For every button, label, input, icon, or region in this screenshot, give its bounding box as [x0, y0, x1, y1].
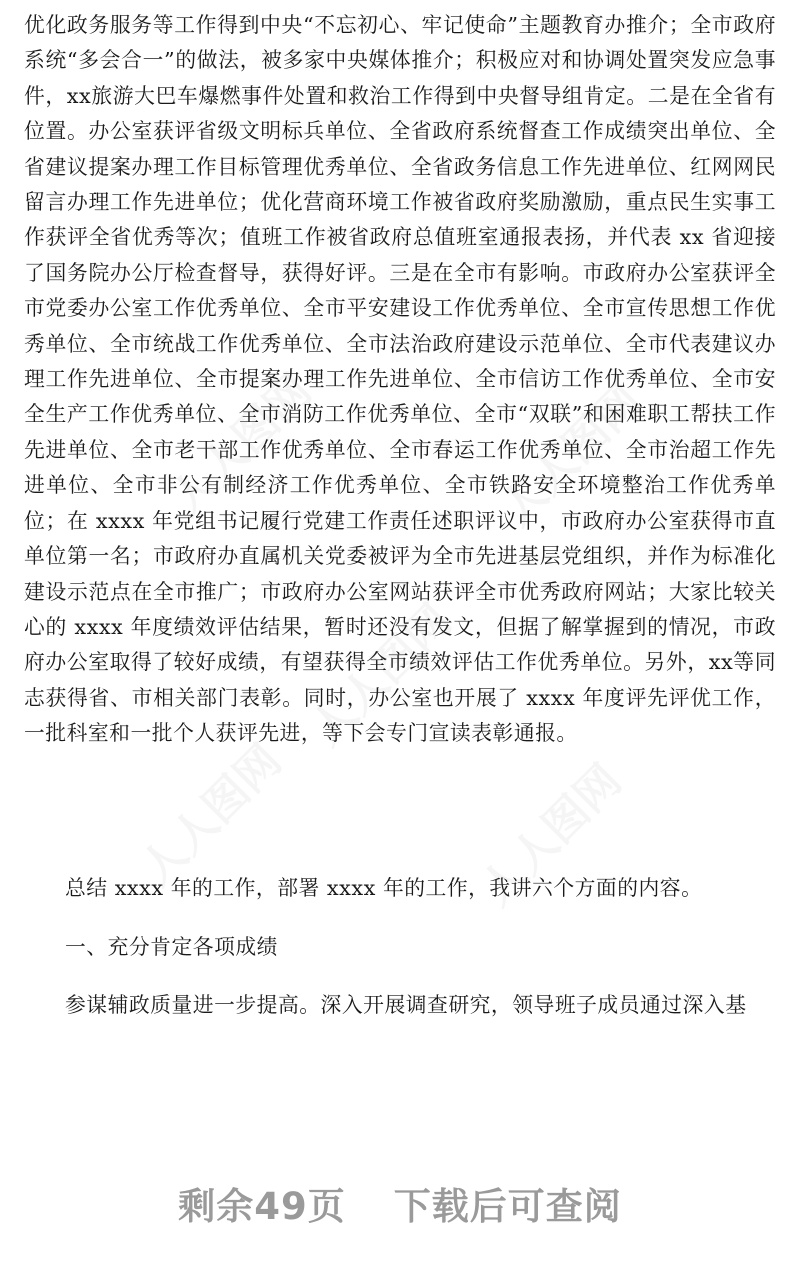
summary-paragraph: 总结 xxxx 年的工作，部署 xxxx 年的工作，我讲六个方面的内容。: [65, 876, 703, 900]
watermark: 人人图网: [160, 364, 322, 526]
watermark: 人人图网: [300, 594, 462, 756]
download-banner[interactable]: [0, 1168, 800, 1238]
watermark: 人人图网: [470, 754, 632, 916]
watermark: 人人图网: [490, 374, 652, 536]
download-to-view-label[interactable]: 下载后可查阅: [393, 1185, 622, 1228]
remaining-pages-label: 剩余49页: [178, 1185, 346, 1228]
section-lead-paragraph: 参谋辅政质量进一步提高。深入开展调查研究，领导班子成员通过深入基: [65, 993, 747, 1017]
paragraph-continuation: 优化政务服务等工作得到中央“不忘初心、牢记使命”主题教育办推介；全市政府系统“多会合一”的做法，被多家中央媒体推介；积极应对和协调处置突发应急事件，xx旅游大巴车爆燃事件处置和救治工作得到中央督导组肯定。二是在全省有位置。办公室获评省级文明标兵单位、全省政府系统督查工作成绩突出单位、全省建议提案办理工作目标管理优秀单位、全省政务信息工作先进单位、红网网民留言办理工作先进单位；优化营商环境工作被省政府奖励激励，重点民生实事工作获评全省优秀等次；值班工作被省政府总值班室通报表扬，并代表 xx 省迎接了国务院办公厅检查督导，获得好评。三是在全市有影响。市政府办公室获评全市党委办公室工作优秀单位、全市平安建设工作优秀单位、全市宣传思想工作优秀单位、全市统战工作优秀单位、全市法治政府建设示范单位、全市代表建议办理工作先进单位、全市提案办理工作先进单位、全市信访工作优秀单位、全市安全生产工作优秀单位、全市消防工作优秀单位、全市“双联”和困难职工帮扶工作先进单位、全市老干部工作优秀单位、全市春运工作优秀单位、全市治超工作先进单位、全市非公有制经济工作优秀单位、全市铁路安全环境整治工作优秀单位；在 xxxx 年党组书记履行党建工作责任述职评议中，市政府办公室获得市直单位第一名；市政府办直属机关党委被评为全市先进基层党组织，并作为标准化建设示范点在全市推广；市政府办公室网站获评全市优秀政府网站；大家比较关心的 xxxx 年度绩效评估结果，暂时还没有发文，但据了解掌握到的情况，市政府办公室取得了较好成绩，有望获得全市绩效评估工作优秀单位。另外，xx等同志获得省、市相关部门表彰。同时，办公室也开展了 xxxx 年度评先评优工作，一批科室和一批个人获评先进，等下会专门宣读表彰通报。: [24, 13, 776, 746]
watermark: 人人图网: [130, 734, 292, 896]
section-heading: 一、充分肯定各项成绩: [65, 935, 278, 959]
